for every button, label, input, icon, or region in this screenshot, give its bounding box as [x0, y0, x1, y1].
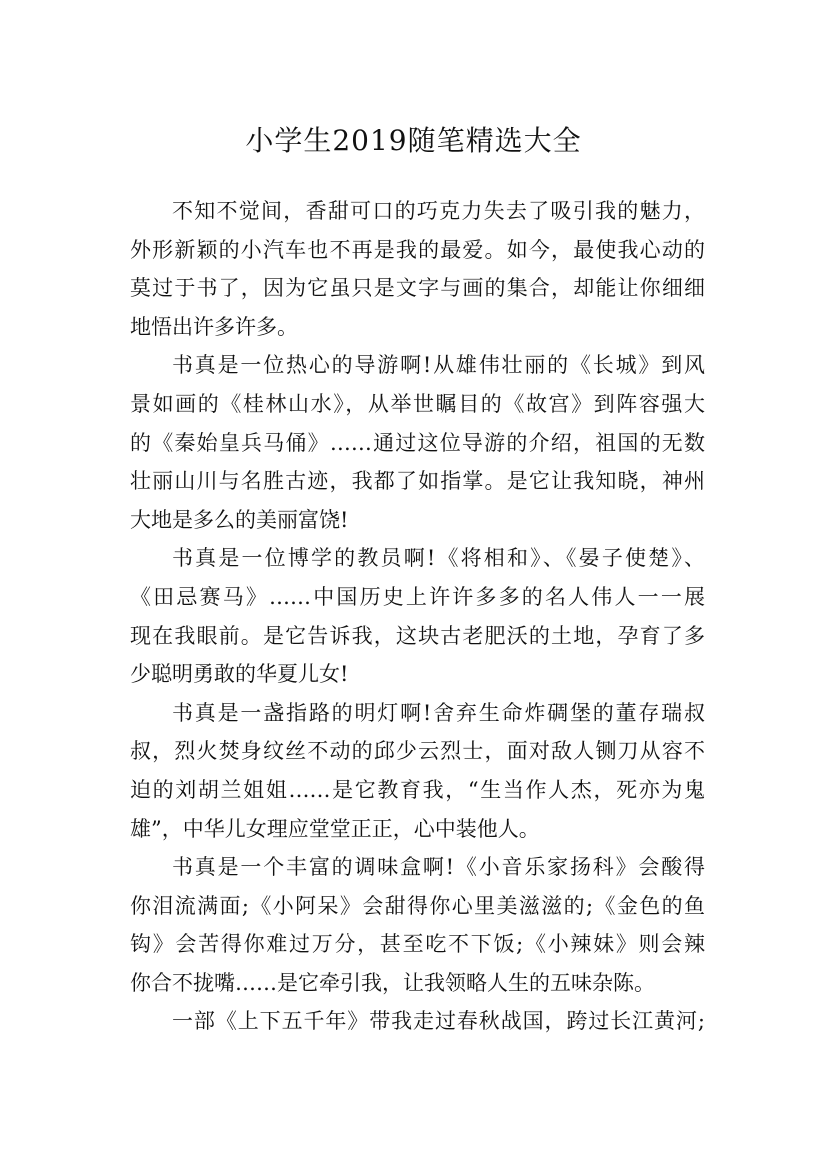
text-line: 书真是一位博学的教员啊!《将相和》、《晏子使楚》、: [172, 546, 705, 571]
text-line: 外形新颖的小汽车也不再是我的最爱。如今，最使我心动的: [130, 237, 705, 262]
text-line: 大地是多么的美丽富饶!: [130, 507, 349, 532]
text-line: 一部《上下五千年》带我走过春秋战国，跨过长江黄河;: [172, 1009, 705, 1034]
text-line: 书真是一位热心的导游啊!从雄伟壮丽的《长城》到风: [172, 353, 705, 378]
text-line: 的《秦始皇兵马俑》……通过这位导游的介绍，祖国的无数: [130, 430, 705, 455]
text-line: 叔，烈火焚身纹丝不动的邱少云烈士，面对敌人铡刀从容不: [130, 739, 705, 764]
text-line: 《田忌赛马》……中国历史上许许多多的名人伟人一一展: [130, 584, 705, 609]
text-line: 钩》会苦得你难过万分，甚至吃不下饭;《小辣妹》则会辣: [130, 932, 705, 957]
text-line: 书真是一盏指路的明灯啊!舍弃生命炸碉堡的董存瑞叔: [172, 700, 705, 725]
text-line: 少聪明勇敢的华夏儿女!: [130, 662, 349, 687]
text-line: 莫过于书了，因为它虽只是文字与画的集合，却能让你细细: [130, 276, 705, 301]
text-line: 壮丽山川与名胜古迹，我都了如指掌。是它让我知晓，神州: [130, 469, 705, 494]
text-line: 你泪流满面;《小阿呆》会甜得你心里美滋滋的;《金色的鱼: [130, 893, 705, 918]
document-body: [130, 192, 705, 1041]
text-line: 景如画的《桂林山水》，从举世瞩目的《故宫》到阵容强大: [130, 391, 705, 416]
text-line: 书真是一个丰富的调味盒啊!《小音乐家扬科》会酸得: [172, 855, 705, 880]
text-line: 你合不拢嘴……是它牵引我，让我领略人生的五味杂陈。: [130, 970, 655, 995]
document-title: 小学生2019随笔精选大全: [245, 123, 582, 157]
text-line: 地悟出许多许多。: [130, 314, 298, 339]
text-line: 不知不觉间，香甜可口的巧克力失去了吸引我的魅力，: [172, 199, 705, 223]
text-line: 现在我眼前。是它告诉我，这块古老肥沃的土地，孕育了多: [130, 623, 705, 648]
text-line: 雄”，中华儿女理应堂堂正正，心中装他人。: [130, 816, 540, 841]
text-line: 迫的刘胡兰姐姐……是它教育我，“生当作人杰，死亦为鬼: [130, 777, 705, 802]
